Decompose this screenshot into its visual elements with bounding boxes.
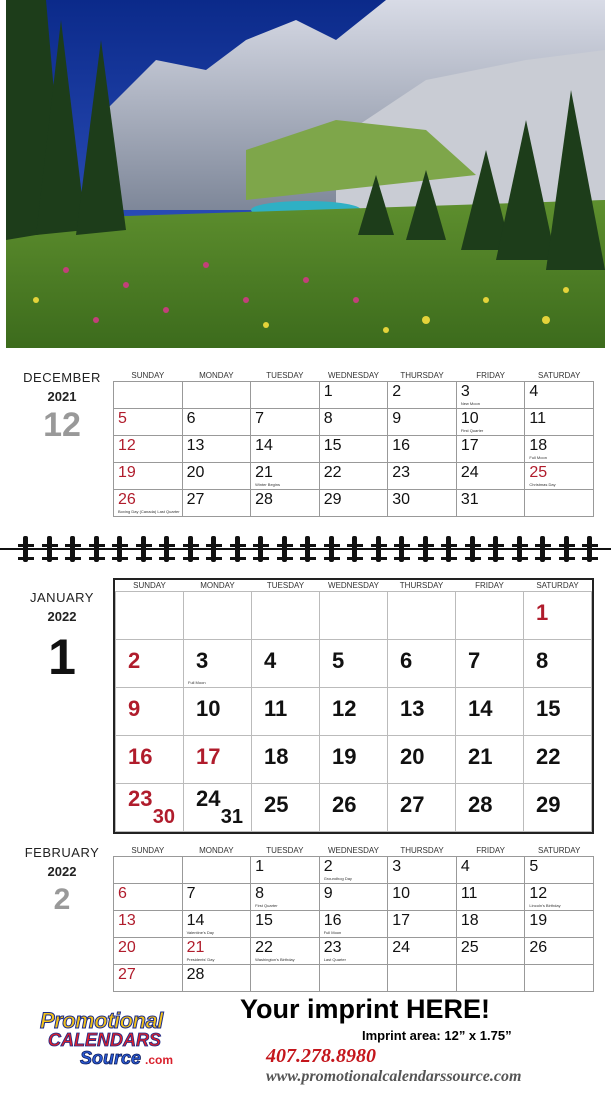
- day-number: 22: [536, 744, 561, 769]
- day-note: Last Quarter: [323, 957, 346, 962]
- weekday-header: WEDNESDAY: [327, 371, 379, 380]
- binding-ring: [277, 534, 293, 564]
- day-number: 7: [468, 648, 481, 673]
- day-cell: [252, 592, 320, 640]
- day-number: 12: [118, 437, 136, 454]
- month-name: JANUARY: [30, 590, 94, 605]
- day-cell: [114, 938, 183, 965]
- day-cell: [116, 640, 184, 688]
- day-number: 3: [460, 383, 470, 400]
- december-header: [12, 370, 112, 442]
- month-number: 1: [48, 629, 76, 685]
- week-row: [114, 409, 594, 436]
- weekday-header: FRIDAY: [476, 846, 505, 855]
- day-cell: [456, 857, 525, 884]
- day-cell: [251, 382, 320, 409]
- day-cell: [319, 463, 388, 490]
- imprint-area: Imprint area: 12” x 1.75”: [362, 1028, 512, 1043]
- binding-ring: [324, 534, 340, 564]
- day-number: 9: [392, 410, 402, 427]
- binding-ring: [394, 534, 410, 564]
- weekday-header: TUESDAY: [266, 581, 305, 590]
- day-cell: [388, 784, 456, 832]
- day-cell: [456, 490, 525, 517]
- weekday-header: TUESDAY: [266, 846, 304, 855]
- day-number: 13: [118, 912, 136, 929]
- day-note: First Quarter: [460, 428, 484, 433]
- weekday-header: WEDNESDAY: [328, 581, 379, 590]
- day-cell: [524, 688, 592, 736]
- day-number: 18: [460, 912, 479, 929]
- day-cell: [456, 436, 525, 463]
- week-row: [116, 640, 592, 688]
- binding-ring: [206, 534, 222, 564]
- day-number: 10: [392, 885, 411, 902]
- day-number: 7: [255, 410, 265, 427]
- week-row: [114, 938, 594, 965]
- day-number: 24: [196, 786, 221, 811]
- day-cell: [388, 965, 457, 992]
- day-number: 17: [392, 912, 411, 929]
- day-note: Lincoln's Birthday: [529, 903, 561, 908]
- day-cell: [182, 463, 251, 490]
- day-cell: [456, 463, 525, 490]
- december-grid: [113, 370, 594, 517]
- day-number: 24: [392, 939, 411, 956]
- binding-ring: [18, 534, 34, 564]
- website-url: www.promotionalcalendarssource.com: [266, 1068, 522, 1085]
- weekday-header: SATURDAY: [538, 846, 581, 855]
- day-number: 2: [323, 858, 333, 875]
- day-number: 19: [118, 464, 136, 481]
- day-cell: [116, 592, 184, 640]
- day-number: 3: [392, 858, 402, 875]
- week-row: [114, 884, 594, 911]
- month-number: 12: [43, 406, 81, 444]
- day-cell: [319, 490, 388, 517]
- day-note: Boxing Day (Canada) Last Quarter: [118, 509, 180, 514]
- day-cell: [388, 640, 456, 688]
- day-cell: [319, 857, 388, 884]
- logo-com: .com: [145, 1053, 174, 1067]
- week-row: [114, 911, 594, 938]
- day-cell: [251, 857, 320, 884]
- weekday-header: TUESDAY: [266, 371, 304, 380]
- day-cell: [320, 688, 388, 736]
- weekday-header: THURSDAY: [399, 581, 444, 590]
- day-number: 25: [529, 464, 548, 481]
- day-cell: [319, 884, 388, 911]
- day-cell: [456, 911, 525, 938]
- day-cell: [524, 736, 592, 784]
- year: 2022: [47, 864, 77, 879]
- day-number: 18: [264, 744, 289, 769]
- day-cell: [251, 463, 320, 490]
- day-number: 27: [400, 792, 425, 817]
- binding-ring: [371, 534, 387, 564]
- day-cell: [388, 463, 457, 490]
- day-cell: [525, 490, 594, 517]
- weekday-header: THURSDAY: [400, 371, 444, 380]
- day-cell: [252, 784, 320, 832]
- day-number: 11: [460, 885, 478, 902]
- day-number: 7: [186, 885, 196, 902]
- day-cell: [319, 965, 388, 992]
- day-note: New Moon: [460, 401, 480, 406]
- week-row: [114, 490, 594, 517]
- binding-ring: [347, 534, 363, 564]
- day-cell: [184, 736, 252, 784]
- day-number: 22: [323, 464, 342, 481]
- day-cell: [251, 436, 320, 463]
- weekday-header: SUNDAY: [131, 371, 165, 380]
- day-cell: [184, 784, 252, 832]
- day-cell: [525, 409, 594, 436]
- day-cell: [456, 884, 525, 911]
- day-cell: [388, 938, 457, 965]
- day-number: 25: [264, 792, 289, 817]
- phone-number: 407.278.8980: [266, 1045, 376, 1067]
- day-number: 23: [128, 786, 153, 811]
- day-cell: [114, 911, 183, 938]
- day-cell: [456, 784, 524, 832]
- day-cell: [182, 911, 251, 938]
- day-number: 16: [392, 437, 411, 454]
- day-cell: [456, 382, 525, 409]
- mountain-lake-photo: [6, 0, 605, 348]
- promotional-calendars-logo: [40, 1008, 220, 1080]
- day-cell: [388, 857, 457, 884]
- day-number: 23: [392, 464, 411, 481]
- day-cell: [525, 965, 594, 992]
- day-number: 11: [264, 696, 288, 721]
- day-number: 23: [323, 939, 342, 956]
- day-number: 9: [128, 696, 141, 721]
- day-note: Valentine's Day: [186, 930, 214, 935]
- day-number: 16: [323, 912, 342, 929]
- day-number: 5: [332, 648, 345, 673]
- weekday-header: MONDAY: [199, 371, 234, 380]
- weekday-header: WEDNESDAY: [327, 846, 379, 855]
- day-number: 6: [118, 885, 127, 902]
- day-cell: [252, 688, 320, 736]
- year: 2022: [47, 609, 77, 624]
- day-cell: [319, 938, 388, 965]
- day-number: 22: [255, 939, 273, 956]
- day-number: 1: [255, 858, 265, 875]
- weekday-header: FRIDAY: [476, 371, 505, 380]
- month-name: FEBRUARY: [24, 845, 100, 860]
- day-cell: [182, 857, 251, 884]
- day-number: 5: [529, 858, 539, 875]
- day-number: 17: [460, 437, 479, 454]
- day-note: Christmas Day: [529, 482, 556, 487]
- day-cell: [184, 592, 252, 640]
- day-cell: [319, 409, 388, 436]
- day-cell: [388, 911, 457, 938]
- day-number: 10: [460, 410, 479, 427]
- logo-line1: Promotional: [40, 1008, 163, 1033]
- binding-ring: [441, 534, 457, 564]
- day-number-secondary: 31: [220, 806, 243, 828]
- day-number: 29: [536, 792, 561, 817]
- day-cell: [525, 938, 594, 965]
- day-note: Groundhog Day: [323, 876, 352, 881]
- day-number: 14: [186, 912, 205, 929]
- imprint-title: Your imprint HERE!: [240, 994, 491, 1024]
- february-header: [12, 845, 112, 915]
- day-number: 4: [460, 858, 470, 875]
- day-number: 14: [468, 696, 493, 721]
- day-number: 28: [468, 792, 493, 817]
- day-cell: [525, 884, 594, 911]
- binding-ring: [89, 534, 105, 564]
- weekday-header: FRIDAY: [475, 581, 504, 590]
- weekday-header: SATURDAY: [538, 371, 581, 380]
- day-cell: [114, 463, 183, 490]
- day-cell: [388, 736, 456, 784]
- binding-ring: [42, 534, 58, 564]
- binding-ring: [159, 534, 175, 564]
- day-number-secondary: 30: [152, 806, 175, 828]
- day-cell: [525, 436, 594, 463]
- day-cell: [114, 409, 183, 436]
- day-number: 17: [196, 744, 221, 769]
- day-cell: [184, 688, 252, 736]
- day-cell: [184, 640, 252, 688]
- day-number: 13: [400, 696, 425, 721]
- logo-line3: Source: [80, 1048, 142, 1068]
- day-cell: [320, 592, 388, 640]
- day-number: 26: [118, 491, 136, 508]
- day-number: 15: [323, 437, 342, 454]
- binding-ring: [65, 534, 81, 564]
- day-number: 12: [332, 696, 357, 721]
- day-cell: [251, 409, 320, 436]
- day-cell: [182, 436, 251, 463]
- weekday-header: THURSDAY: [400, 846, 444, 855]
- binding-ring: [112, 534, 128, 564]
- day-number: 8: [536, 648, 549, 673]
- binding-ring: [136, 534, 152, 564]
- day-number: 4: [264, 648, 277, 673]
- day-cell: [114, 965, 183, 992]
- day-cell: [319, 911, 388, 938]
- day-cell: [251, 490, 320, 517]
- day-number: 9: [323, 885, 333, 902]
- day-cell: [525, 911, 594, 938]
- binding-ring: [183, 534, 199, 564]
- month-number: 2: [53, 883, 71, 916]
- day-cell: [114, 884, 183, 911]
- day-cell: [456, 736, 524, 784]
- binding-ring: [535, 534, 551, 564]
- day-number: 21: [468, 744, 493, 769]
- day-number: 18: [529, 437, 548, 454]
- day-number: 4: [529, 383, 539, 400]
- logo-line2: CALENDARS: [48, 1030, 162, 1050]
- day-cell: [114, 857, 183, 884]
- day-cell: [116, 736, 184, 784]
- week-row: [116, 688, 592, 736]
- week-row: [114, 857, 594, 884]
- day-cell: [251, 938, 320, 965]
- week-row: [114, 436, 594, 463]
- day-number: 11: [529, 410, 546, 427]
- day-number: 1: [323, 383, 333, 400]
- day-cell: [456, 409, 525, 436]
- day-number: 2: [392, 383, 402, 400]
- week-row: [116, 784, 592, 832]
- weekday-header: MONDAY: [200, 581, 235, 590]
- week-row: [114, 965, 594, 992]
- day-cell: [116, 784, 184, 832]
- day-number: 31: [460, 491, 479, 508]
- day-note: Presidents' Day: [186, 957, 215, 962]
- day-cell: [388, 382, 457, 409]
- day-cell: [114, 490, 183, 517]
- binding-ring: [300, 534, 316, 564]
- day-cell: [182, 938, 251, 965]
- day-cell: [114, 436, 183, 463]
- day-number: 21: [186, 939, 205, 956]
- day-number: 28: [186, 966, 205, 983]
- day-cell: [524, 592, 592, 640]
- day-number: 20: [400, 744, 425, 769]
- day-number: 8: [255, 885, 265, 902]
- binding-ring: [418, 534, 434, 564]
- day-cell: [251, 884, 320, 911]
- binding-ring: [512, 534, 528, 564]
- day-note: Winter Begins: [255, 482, 281, 487]
- day-cell: [525, 463, 594, 490]
- weekday-header: SUNDAY: [133, 581, 166, 590]
- day-number: 6: [400, 648, 413, 673]
- day-cell: [251, 911, 320, 938]
- day-number: 20: [186, 464, 205, 481]
- week-row: [116, 592, 592, 640]
- weekday-header: MONDAY: [199, 846, 234, 855]
- day-number: 30: [392, 491, 411, 508]
- day-number: 6: [186, 410, 196, 427]
- day-cell: [388, 884, 457, 911]
- day-number: 29: [323, 491, 342, 508]
- day-cell: [456, 688, 524, 736]
- week-row: [114, 382, 594, 409]
- day-cell: [525, 857, 594, 884]
- year: 2021: [47, 389, 77, 404]
- binding-ring: [230, 534, 246, 564]
- day-cell: [182, 382, 251, 409]
- day-cell: [456, 938, 525, 965]
- day-note: First Quarter: [255, 903, 278, 908]
- day-cell: [320, 736, 388, 784]
- binding-ring: [465, 534, 481, 564]
- day-cell: [320, 640, 388, 688]
- weekday-header: SATURDAY: [536, 581, 579, 590]
- day-number: 15: [536, 696, 561, 721]
- day-cell: [456, 640, 524, 688]
- day-note: Full Moon: [529, 455, 547, 460]
- day-cell: [456, 965, 525, 992]
- day-number: 5: [118, 410, 127, 427]
- day-cell: [388, 592, 456, 640]
- day-number: 10: [196, 696, 221, 721]
- binding-ring: [582, 534, 598, 564]
- day-note: Full Moon: [188, 680, 206, 685]
- day-number: 3: [196, 648, 209, 673]
- day-cell: [182, 409, 251, 436]
- binding-ring: [253, 534, 269, 564]
- day-cell: [114, 382, 183, 409]
- day-number: 28: [255, 491, 273, 508]
- day-cell: [251, 965, 320, 992]
- day-cell: [388, 490, 457, 517]
- day-number: 12: [529, 885, 548, 902]
- day-number: 14: [255, 437, 273, 454]
- day-cell: [182, 965, 251, 992]
- day-number: 13: [186, 437, 205, 454]
- day-number: 19: [529, 912, 548, 929]
- day-number: 20: [118, 939, 136, 956]
- binding-ring: [559, 534, 575, 564]
- day-cell: [525, 382, 594, 409]
- week-row: [116, 736, 592, 784]
- day-cell: [524, 640, 592, 688]
- january-grid: [113, 578, 594, 834]
- day-cell: [182, 884, 251, 911]
- day-number: 16: [128, 744, 153, 769]
- day-cell: [388, 409, 457, 436]
- day-number: 26: [529, 939, 548, 956]
- day-number: 27: [118, 966, 136, 983]
- day-cell: [116, 688, 184, 736]
- day-number: 15: [255, 912, 273, 929]
- day-cell: [252, 640, 320, 688]
- day-cell: [182, 490, 251, 517]
- day-number: 21: [255, 464, 273, 481]
- month-name: DECEMBER: [23, 370, 101, 385]
- day-number: 26: [332, 792, 357, 817]
- day-cell: [388, 436, 457, 463]
- day-cell: [319, 436, 388, 463]
- day-cell: [320, 784, 388, 832]
- january-header: [12, 590, 112, 685]
- february-grid: [113, 845, 594, 992]
- week-row: [114, 463, 594, 490]
- day-number: 19: [332, 744, 357, 769]
- day-number: 27: [186, 491, 205, 508]
- day-number: 25: [460, 939, 479, 956]
- day-note: Full Moon: [323, 930, 342, 935]
- day-cell: [456, 592, 524, 640]
- spiral-binding: [18, 533, 598, 565]
- day-note: Washington's Birthday: [255, 957, 295, 962]
- day-number: 2: [128, 648, 141, 673]
- day-cell: [524, 784, 592, 832]
- day-number: 24: [460, 464, 479, 481]
- day-cell: [319, 382, 388, 409]
- day-cell: [252, 736, 320, 784]
- day-cell: [388, 688, 456, 736]
- weekday-header: SUNDAY: [131, 846, 165, 855]
- binding-ring: [488, 534, 504, 564]
- day-number: 8: [323, 410, 333, 427]
- day-number: 1: [536, 600, 549, 625]
